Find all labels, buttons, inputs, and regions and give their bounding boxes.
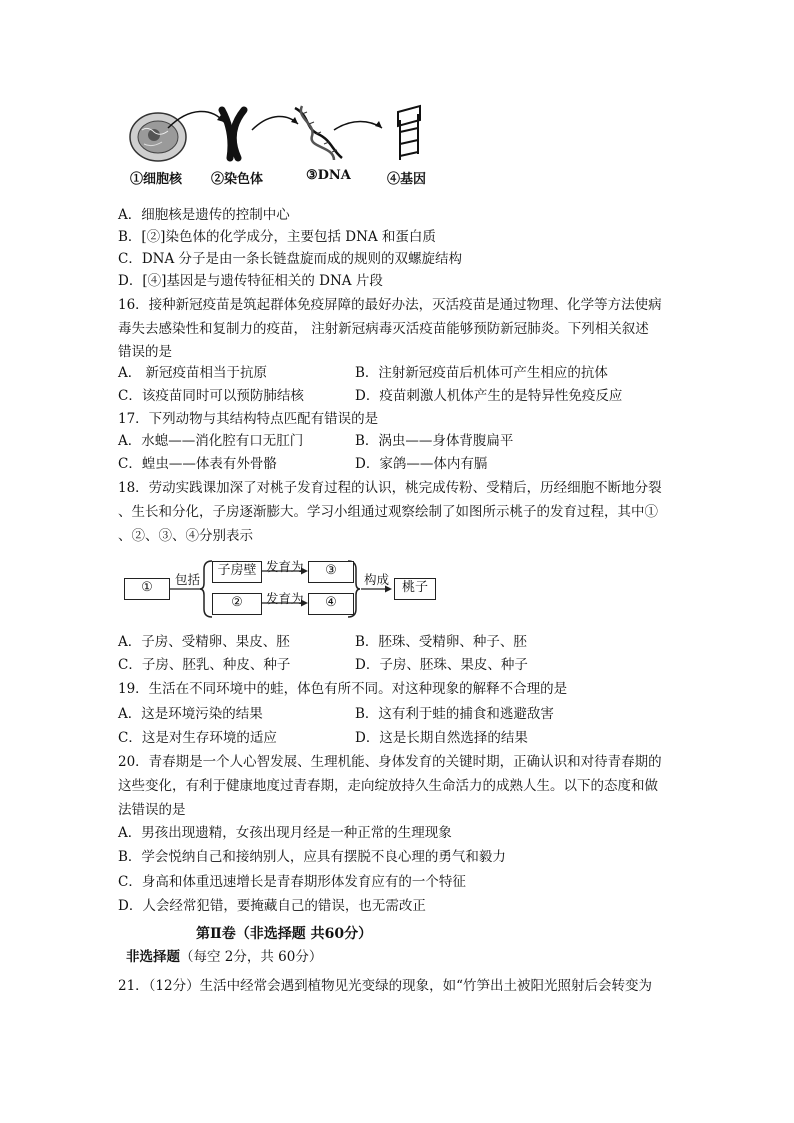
q19-stem: 19．生活在不同环境中的蛙，体色有所不同。对这种现象的解释不合理的是 xyxy=(118,681,568,697)
diagram-box-peach: 桃子 xyxy=(394,578,436,600)
diagram-label-include: 包括 xyxy=(175,572,201,587)
q16-option-d: D．疫苗刺激人机体产生的是特异性免疫反应 xyxy=(355,388,623,404)
chromosome-illustration xyxy=(222,110,244,158)
q20-stem-line2: 这些变化，有利于健康地度过青春期，走向绽放持久生命活力的成熟人生。以下的态度和做 xyxy=(118,778,658,794)
q17-option-b: B．涡虫——身体背腹扁平 xyxy=(355,433,514,449)
diagram-label-form: 构成 xyxy=(364,572,390,587)
q15-option-a: A．细胞核是遗传的控制中心 xyxy=(118,207,290,223)
q16-stem-line1: 16．接种新冠疫苗是筑起群体免疫屏障的最好办法，灭活疫苗是通过物理、化学等方法使病 xyxy=(118,297,662,313)
section-2-title: 第Ⅱ卷（非选择题 共60分） xyxy=(196,926,373,942)
diagram-box-1: ① xyxy=(124,578,170,600)
q18-option-c: C．子房、胚乳、种皮、种子 xyxy=(118,657,291,673)
figure-label-dna: ③DNA xyxy=(306,168,351,183)
diagram-box-4: ④ xyxy=(308,593,354,615)
q19-option-c: C．这是对生存环境的适应 xyxy=(118,730,277,746)
q18-stem-line1: 18．劳动实践课加深了对桃子发育过程的认识，桃完成传粉、受精后，历经细胞不断地分裂 xyxy=(118,480,662,496)
q15-option-b: B．[②]染色体的化学成分，主要包括 DNA 和蛋白质 xyxy=(118,229,436,245)
q18-option-a: A．子房、受精卵、果皮、胚 xyxy=(118,634,290,650)
figure-label-gene: ④基因 xyxy=(387,172,427,187)
q18-stem-line3: 、②、③、④分别表示 xyxy=(118,528,253,544)
section-2-subtitle-bold: 非选择题 xyxy=(126,949,180,965)
diagram-box-3: ③ xyxy=(308,561,354,583)
q17-stem: 17．下列动物与其结构特点匹配有错误的是 xyxy=(118,411,379,427)
q17-option-d: D．家鸽——体内有膈 xyxy=(355,456,488,472)
section-2-subtitle-rest: （每空 2分，共 60分） xyxy=(180,949,323,965)
q20-stem-line1: 20．青春期是一个人心智发展、生理机能、身体发育的关键时期，正确认识和对待青春期的 xyxy=(118,754,662,770)
q20-option-d: D．人会经常犯错，要掩藏自己的错误，也无需改正 xyxy=(118,898,426,914)
q16-option-a: A． 新冠疫苗相当于抗原 xyxy=(118,365,268,381)
figure-label-nucleus: ①细胞核 xyxy=(130,172,183,187)
q16-stem-line3: 错误的是 xyxy=(118,344,172,360)
gene-structure-figure xyxy=(120,100,450,170)
q16-stem-line2: 毒失去感染性和复制力的疫苗， 注射新冠病毒灭活疫苗能够预防新冠肺炎。下列相关叙述 xyxy=(118,321,649,337)
q15-option-c: C．DNA 分子是由一条长链盘旋而成的规则的双螺旋结构 xyxy=(118,251,463,267)
q19-option-d: D．这是长期自然选择的结果 xyxy=(355,730,528,746)
diagram-box-ovary-wall: 子房壁 xyxy=(212,561,262,583)
dna-helix-illustration xyxy=(295,106,342,160)
diagram-label-develop-1: 发育为 xyxy=(266,559,304,574)
figure-label-chromosome: ②染色体 xyxy=(211,172,264,187)
q17-option-a: A．水螅——消化腔有口无肛门 xyxy=(118,433,304,449)
q15-option-d: D．[④]基因是与遗传特征相关的 DNA 片段 xyxy=(118,273,383,289)
q16-option-c: C．该疫苗同时可以预防肺结核 xyxy=(118,388,304,404)
q16-option-b: B．注射新冠疫苗后机体可产生相应的抗体 xyxy=(355,365,608,381)
q17-option-c: C．蝗虫——体表有外骨骼 xyxy=(118,456,277,472)
diagram-box-2: ② xyxy=(212,593,262,615)
q21-stem-line1: 21．（12分）生活中经常会遇到植物见光变绿的现象，如“竹笋出土被阳光照射后会转变为 xyxy=(118,978,653,994)
section-2-subtitle xyxy=(126,948,322,966)
q20-option-a: A．男孩出现遗精，女孩出现月经是一种正常的生理现象 xyxy=(118,825,452,841)
q18-option-d: D．子房、胚珠、果皮、种子 xyxy=(355,657,528,673)
q20-option-b: B．学会悦纳自己和接纳别人，应具有摆脱不良心理的勇气和毅力 xyxy=(118,849,506,865)
gene-segment-illustration xyxy=(398,106,420,160)
q19-option-b: B．这有利于蛙的捕食和逃避敌害 xyxy=(355,706,554,722)
q20-option-c: C．身高和体重迅速增长是青春期形体发育应有的一个特征 xyxy=(118,874,466,890)
q18-stem-line2: 、生长和分化，子房逐渐膨大。学习小组通过观察绘制了如图所示桃子的发育过程，其中① xyxy=(118,504,658,520)
q18-option-b: B．胚珠、受精卵、种子、胚 xyxy=(355,634,527,650)
diagram-label-develop-2: 发育为 xyxy=(266,591,304,606)
q20-stem-line3: 法错误的是 xyxy=(118,802,186,818)
q19-option-a: A．这是环境污染的结果 xyxy=(118,706,263,722)
